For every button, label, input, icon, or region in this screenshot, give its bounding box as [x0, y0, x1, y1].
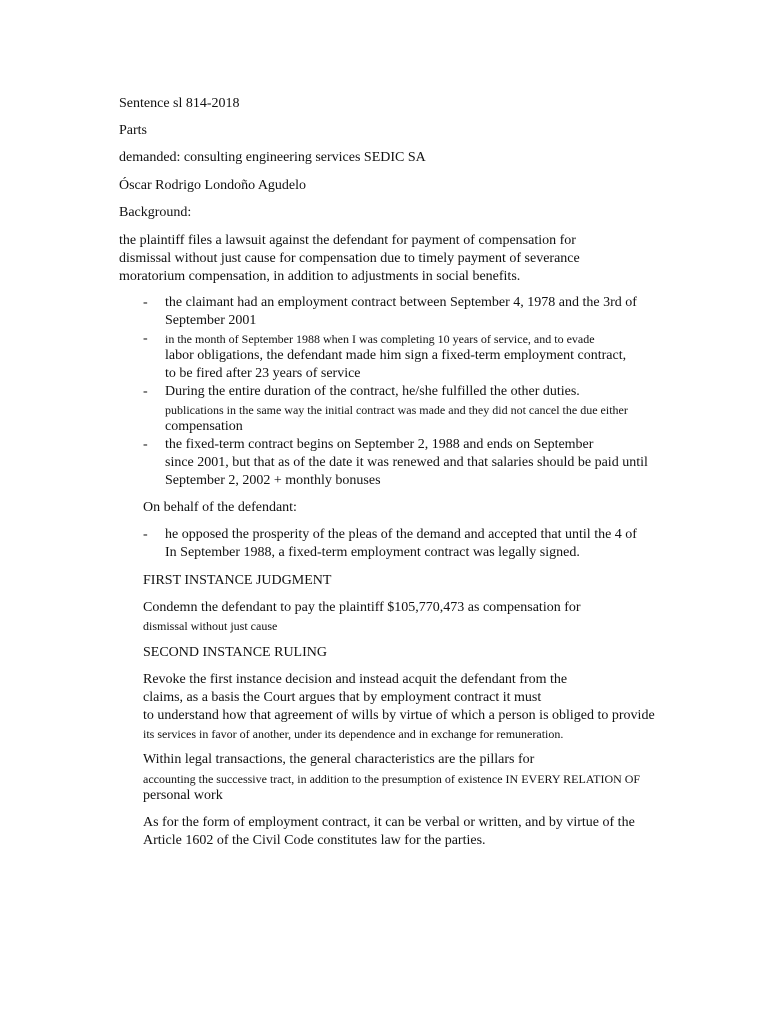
list-item-line: in the month of September 1988 when I was completing 10 years of service, and to evade: [165, 332, 595, 346]
paragraph-line: dismissal without just cause for compensation due to timely payment of severance: [119, 251, 580, 266]
list-item-line: to be fired after 23 years of service: [165, 366, 361, 381]
list-item-line: publications in the same way the initial contract was made and they did not cancel the due either: [165, 403, 628, 417]
paragraph-line: accounting the successive tract, in addition to the presumption of existence IN EVERY RELATION OF: [143, 772, 641, 786]
bullet-dash: -: [143, 295, 148, 310]
list-item-line: In September 1988, a fixed-term employment contract was legally signed.: [165, 545, 580, 560]
background-label: Background:: [119, 205, 192, 220]
parts-label: Parts: [119, 123, 147, 138]
first-instance-heading: FIRST INSTANCE JUDGMENT: [143, 573, 332, 588]
paragraph-line: its services in favor of another, under its dependence and in exchange for remuneration.: [143, 727, 564, 741]
list-item-line: labor obligations, the defendant made him sign a fixed-term employment contract,: [165, 348, 627, 363]
party-name: Óscar Rodrigo Londoño Agudelo: [119, 178, 307, 193]
list-item-line: September 2001: [165, 313, 257, 328]
paragraph-line: Condemn the defendant to pay the plaintiff $105,770,473 as compensation for: [143, 600, 581, 615]
paragraph-line: moratorium compensation, in addition to adjustments in social benefits.: [119, 269, 521, 284]
list-item-line: September 2, 2002 + monthly bonuses: [165, 473, 381, 488]
paragraph-line: Article 1602 of the Civil Code constitutes law for the parties.: [143, 833, 486, 848]
paragraph-line: dismissal without just cause: [143, 619, 278, 633]
paragraph-line: claims, as a basis the Court argues that by employment contract it must: [143, 690, 542, 705]
list-item-line: During the entire duration of the contract, he/she fulfilled the other duties.: [165, 384, 580, 399]
document-title: Sentence sl 814-2018: [119, 96, 240, 111]
bullet-dash: -: [143, 331, 148, 346]
paragraph-line: the plaintiff files a lawsuit against the defendant for payment of compensation for: [119, 233, 576, 248]
defendant-label: On behalf of the defendant:: [143, 500, 297, 515]
list-item-line: the claimant had an employment contract between September 4, 1978 and the 3rd of: [165, 295, 637, 310]
paragraph-line: to understand how that agreement of wills by virtue of which a person is obliged to provide: [143, 708, 655, 723]
paragraph-line: personal work: [143, 788, 223, 803]
paragraph-line: Within legal transactions, the general characteristics are the pillars for: [143, 752, 535, 767]
list-item-line: compensation: [165, 419, 243, 434]
list-item-line: he opposed the prosperity of the pleas of the demand and accepted that until the 4 of: [165, 527, 637, 542]
bullet-dash: -: [143, 437, 148, 452]
second-instance-heading: SECOND INSTANCE RULING: [143, 645, 327, 660]
list-item-line: the fixed-term contract begins on September 2, 1988 and ends on September: [165, 437, 594, 452]
bullet-dash: -: [143, 527, 148, 542]
demanded-line: demanded: consulting engineering services SEDIC SA: [119, 150, 426, 165]
list-item-line: since 2001, but that as of the date it was renewed and that salaries should be paid until: [165, 455, 648, 470]
paragraph-line: Revoke the first instance decision and instead acquit the defendant from the: [143, 672, 568, 687]
bullet-dash: -: [143, 384, 148, 399]
paragraph-line: As for the form of employment contract, it can be verbal or written, and by virtue of the: [143, 815, 635, 830]
